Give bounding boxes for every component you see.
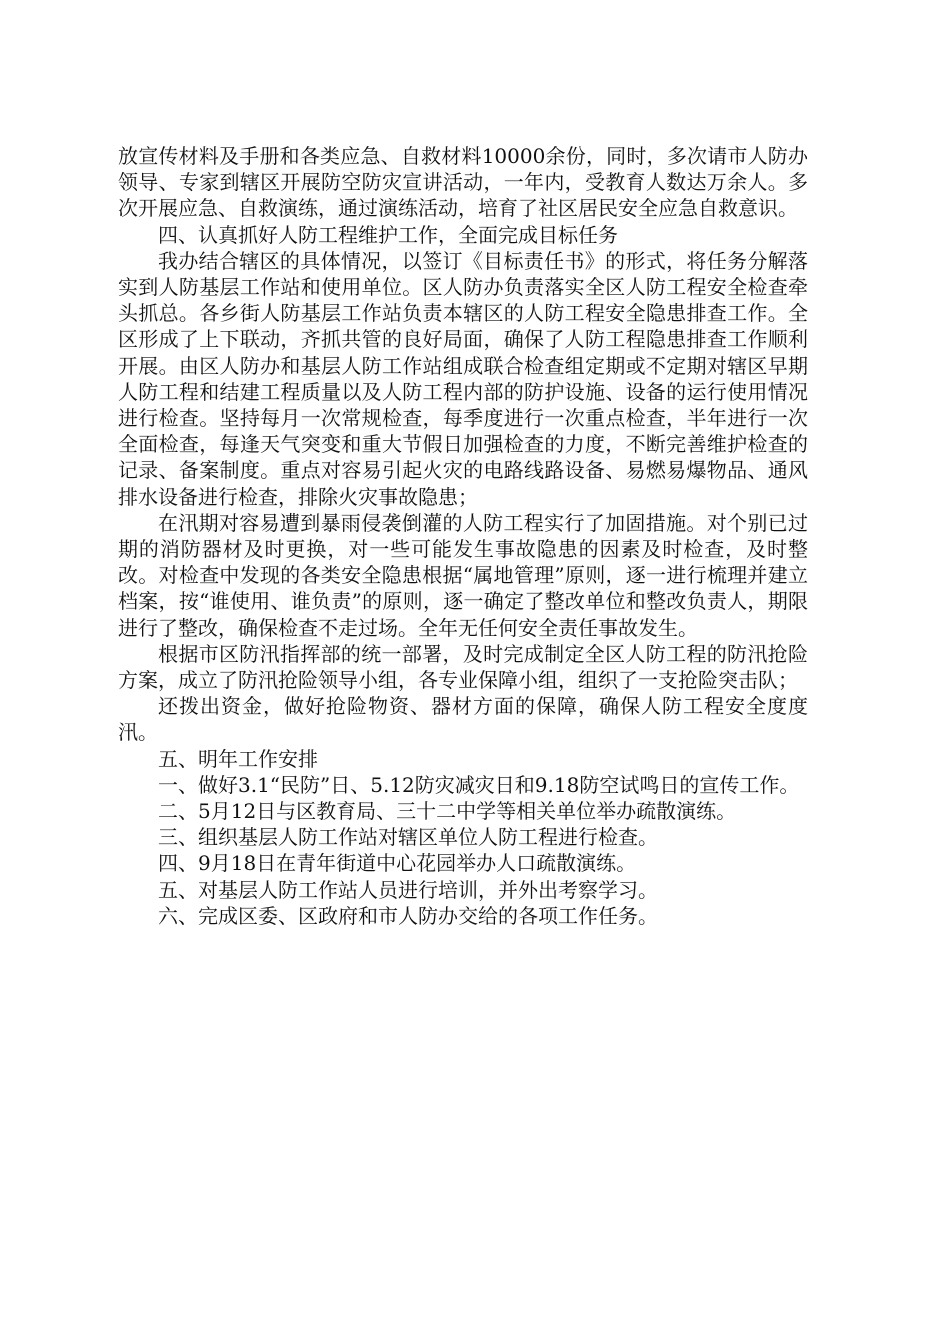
section-heading-four: 四、认真抓好人防工程维护工作，全面完成目标任务 <box>158 222 618 247</box>
paragraph-funding: 还拨出资金，做好抢险物资、器材方面的保障，确保人防工程安全度度汛。 <box>118 694 808 745</box>
paragraph-flood-plan: 根据市区防汛指挥部的统一部署，及时完成制定全区人防工程的防汛抢险方案，成立了防汛抢险领导小组，各专业保障小组，组织了一支抢险突击队； <box>118 641 808 693</box>
plan-item-4: 四、9月18日在青年街道中心花园举办人口疏散演练。 <box>158 851 637 876</box>
plan-item-1: 一、做好3.1“民防”日、5.12防灾减灾日和9.18防空试鸣日的宣传工作。 <box>158 772 800 797</box>
plan-item-5: 五、对基层人防工作站人员进行培训，并外出考察学习。 <box>158 877 658 902</box>
section-heading-five: 五、明年工作安排 <box>158 746 318 771</box>
plan-item-6: 六、完成区委、区政府和市人防办交给的各项工作任务。 <box>158 903 658 928</box>
plan-item-3: 三、组织基层人防工作站对辖区单位人防工程进行检查。 <box>158 825 658 850</box>
plan-item-2: 二、5月12日与区教育局、三十二中学等相关单位举办疏散演练。 <box>158 799 737 824</box>
paragraph-publicity-continued: 放宣传材料及手册和各类应急、自救材料10000余份，同时，多次请市人防办领导、专家到辖区开展防空防灾宣讲活动，一年内，受教育人数达万余人。多次开展应急、自救演练，通过演练活动，培育了社区居民安全应急自救意识。 <box>118 144 808 221</box>
paragraph-flood-season: 在汛期对容易遭到暴雨侵袭倒灌的人防工程实行了加固措施。对个别已过期的消防器材及时更换，对一些可能发生事故隐患的因素及时检查，及时整改。对检查中发现的各类安全隐患根据“属地管理”原则，逐一进行梳理并建立档案，按“谁使用、谁负责”的原则，逐一确定了整改单位和整改负责人，期限进行了整改，确保检查不走过场。全年无任何安全责任事故发生。 <box>118 510 808 640</box>
document-body <box>118 143 808 929</box>
paragraph-target-responsibility: 我办结合辖区的具体情况，以签订《目标责任书》的形式，将任务分解落实到人防基层工作站和使用单位。区人防办负责落实全区人防工程安全检查牵头抓总。各乡街人防基层工作站负责本辖区的人防工程安全隐患排查工作。全区形成了上下联动，齐抓共管的良好局面，确保了人防工程隐患排查工作顺利开展。由区人防办和基层人防工作站组成联合检查组定期或不定期对辖区早期人防工程和结建工程质量以及人防工程内部的防护设施、设备的运行使用情况进行检查。坚持每月一次常规检查，每季度进行一次重点检查，半年进行一次全面检查，每逢天气突变和重大节假日加强检查的力度，不断完善维护检查的记录、备案制度。重点对容易引起火灾的电路线路设备、易燃易爆物品、通风排水设备进行检查，排除火灾事故隐患； <box>118 248 808 509</box>
